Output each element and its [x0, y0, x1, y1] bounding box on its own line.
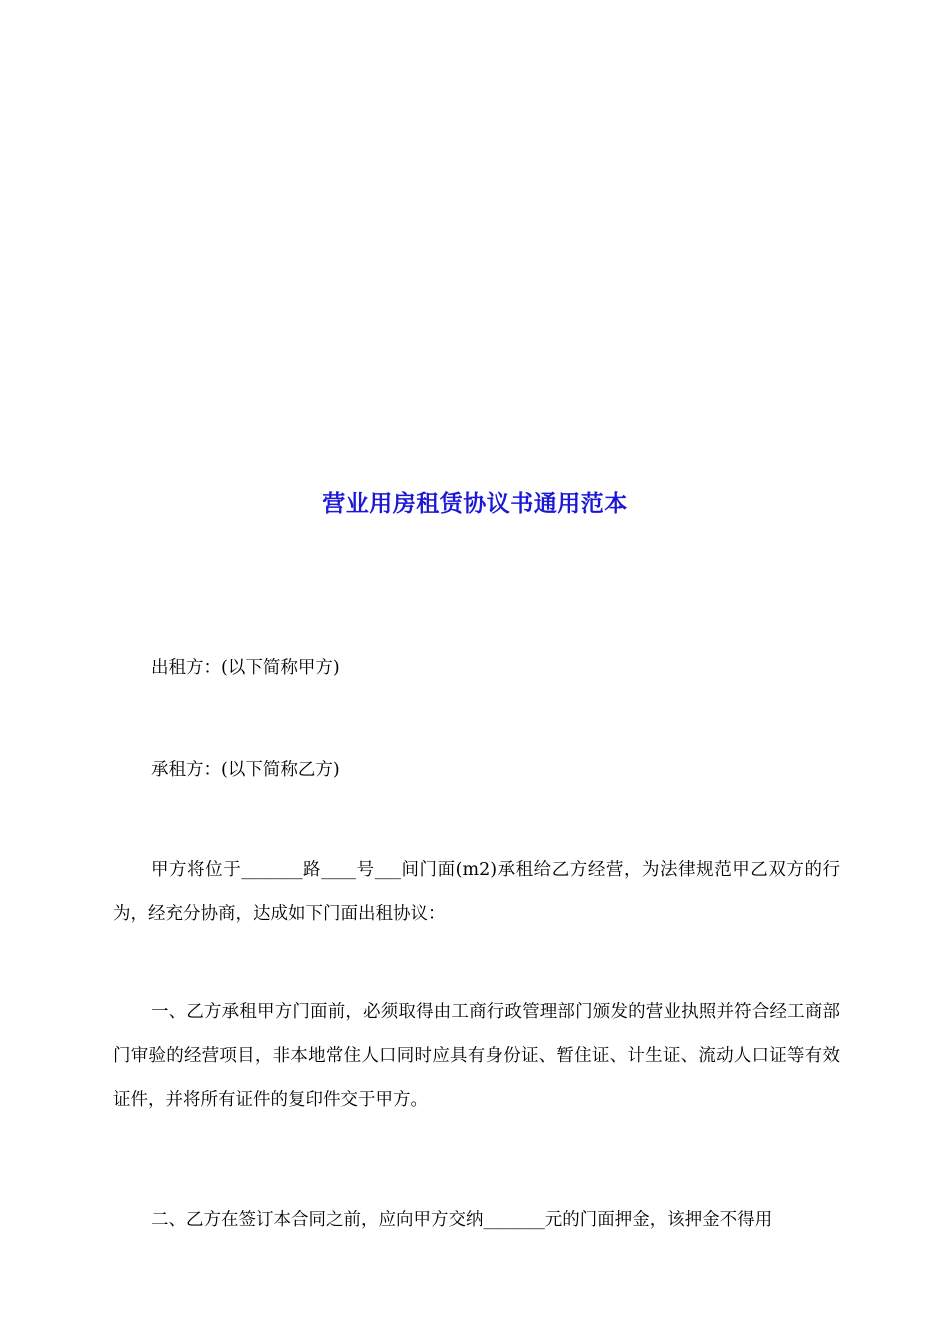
clause-1-paragraph: 一、乙方承租甲方门面前，必须取得由工商行政管理部门颁发的营业执照并符合经工商部门审验的经营项目，非本地常住人口同时应具有身份证、暂住证、计生证、流动人口证等有效证件，并将所有证件的复印件交于甲方。: [113, 1002, 840, 1110]
lessor-paragraph: 出租方：(以下简称甲方): [151, 658, 340, 678]
intro-paragraph: 甲方将位于_______路____号___间门面(m2)承租给乙方经营，为法律规范甲乙双方的行为，经充分协商，达成如下门面出租协议：: [113, 860, 840, 924]
document-title: 营业用房租赁协议书通用范本: [322, 491, 628, 517]
clause-2-paragraph: 二、乙方在签订本合同之前，应向甲方交纳_______元的门面押金，该押金不得用: [151, 1210, 773, 1230]
lessee-paragraph: 承租方：(以下简称乙方): [151, 760, 340, 780]
